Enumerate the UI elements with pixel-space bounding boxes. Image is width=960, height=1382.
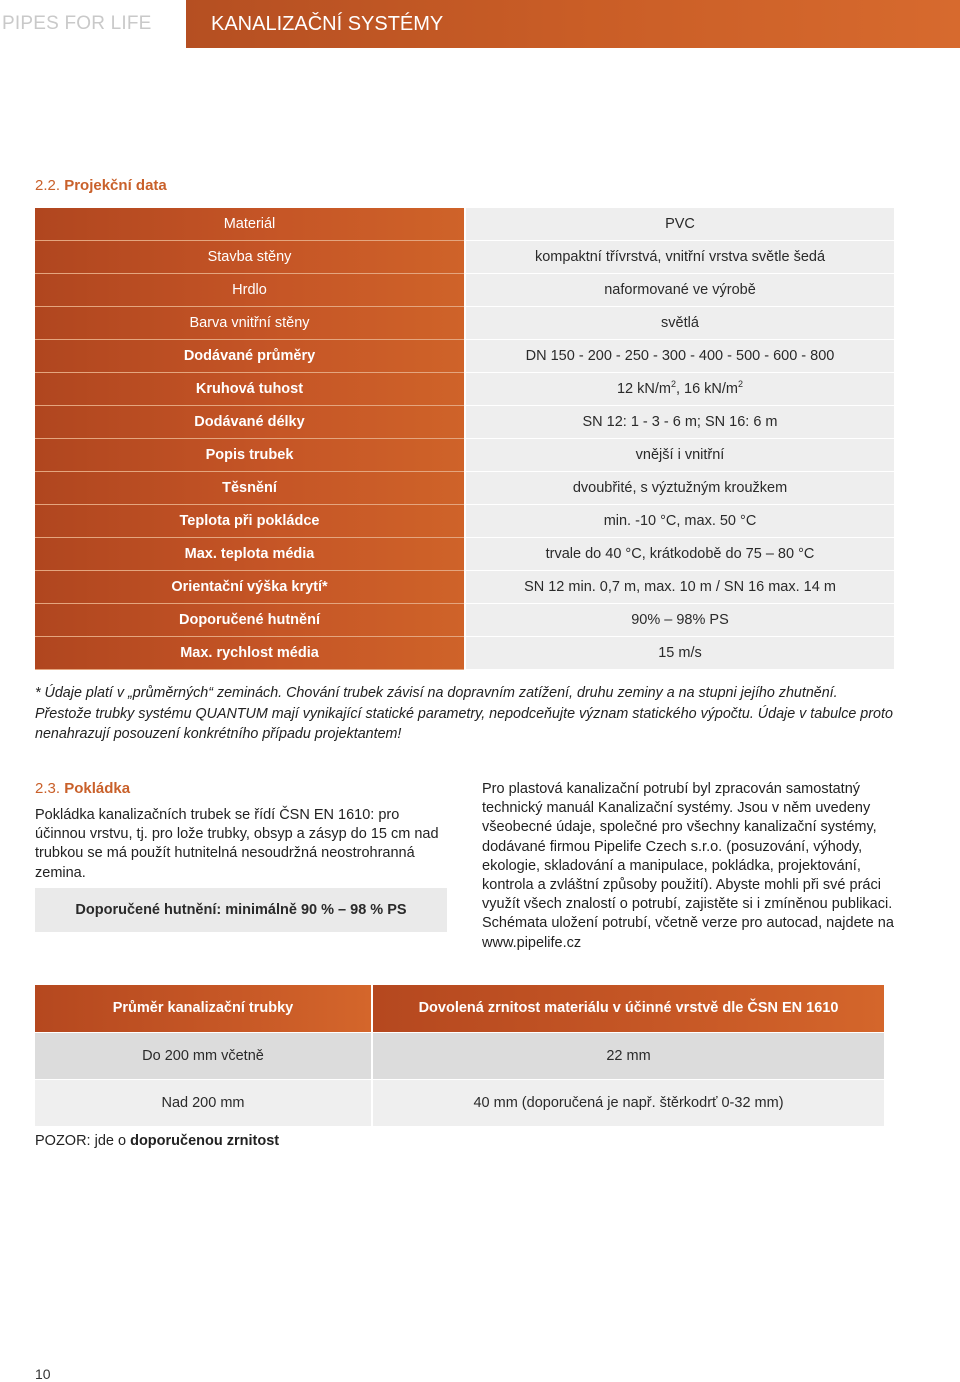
heading-number: 2.2.	[35, 177, 61, 194]
footnote: * Údaje platí v „průměrných“ zeminách. Chování trubek závisí na dopravním zatížení, druhu zeminy a na stupni jejího zhutnění. Přestože trubky systému QUANTUM mají vynikající statické parametry, nepodceňujte význam statického výpočtu. Údaje v tabulce proto nenahrazují posouzení konkrétního případu projektantem!	[35, 685, 893, 742]
spec-value: kompaktní třívrstvá, vnitřní vrstva světle šedá	[466, 241, 894, 274]
spec-label: Max. rychlost média	[35, 637, 464, 670]
table-row	[35, 1033, 884, 1079]
spec-label: Hrdlo	[35, 274, 464, 307]
spec-row	[35, 373, 894, 406]
table-row	[35, 1080, 884, 1126]
table-cell: 22 mm	[373, 1033, 884, 1079]
compaction-highlight: Doporučené hutnění: minimálně 90 % – 98 % PS	[35, 888, 447, 932]
section-title-bar: KANALIZAČNÍ SYSTÉMY	[186, 0, 960, 48]
caution-prefix: POZOR: jde o	[35, 1133, 131, 1149]
heading-title: Pokládka	[64, 780, 131, 797]
spec-label: Stavba stěny	[35, 241, 464, 274]
spec-label: Těsnění	[35, 472, 464, 505]
table-header-row	[35, 985, 884, 1032]
spec-label: Kruhová tuhost	[35, 373, 464, 406]
spec-row	[35, 340, 894, 373]
spec-value: naformované ve výrobě	[466, 274, 894, 307]
table-cell: Do 200 mm včetně	[35, 1033, 371, 1079]
spec-label: Dodávané průměry	[35, 340, 464, 373]
spec-value: SN 12: 1 - 3 - 6 m; SN 16: 6 m	[466, 406, 894, 439]
spec-label: Materiál	[35, 208, 464, 241]
spec-row	[35, 208, 894, 241]
spec-row	[35, 439, 894, 472]
table-cell: 40 mm (doporučená je např. štěrkodrť 0-32 mm)	[373, 1080, 884, 1126]
heading-number: 2.3.	[35, 780, 61, 797]
table-cell: Nad 200 mm	[35, 1080, 371, 1126]
spec-row	[35, 571, 894, 604]
spec-value: min. -10 °C, max. 50 °C	[466, 505, 894, 538]
spec-label: Barva vnitřní stěny	[35, 307, 464, 340]
heading-pokladka	[35, 780, 447, 797]
spec-row	[35, 505, 894, 538]
spec-value: trvale do 40 °C, krátkodobě do 75 – 80 °C	[466, 538, 894, 571]
spec-label: Max. teplota média	[35, 538, 464, 571]
spec-row	[35, 604, 894, 637]
caution-note	[35, 1133, 279, 1149]
page-number: 10	[35, 1366, 51, 1382]
spec-value: vnější i vnitřní	[466, 439, 894, 472]
spec-label: Teplota při pokládce	[35, 505, 464, 538]
spec-value: světlá	[466, 307, 894, 340]
spec-value: 15 m/s	[466, 637, 894, 670]
spec-row	[35, 241, 894, 274]
spec-label: Doporučené hutnění	[35, 604, 464, 637]
page-header	[0, 0, 960, 48]
spec-label: Orientační výška krytí*	[35, 571, 464, 604]
spec-row	[35, 538, 894, 571]
spec-row	[35, 406, 894, 439]
spec-row	[35, 274, 894, 307]
spec-value: SN 12 min. 0,7 m, max. 10 m / SN 16 max. 14 m	[466, 571, 894, 604]
spec-value: dvoubřité, s výztužným kroužkem	[466, 472, 894, 505]
column-header: Průměr kanalizační trubky	[35, 985, 371, 1032]
manual-text: Pro plastová kanalizační potrubí byl zpracován samostatný technický manuál Kanalizační systémy. Jsou v něm uvedeny všeobecné údaje, společné pro všechny kanalizační systémy, dodávané firmou Pipelife Czech s.r.o. (posuzování, výhody, ekologie, skladování a manipulace, pokládka, projektování, kontrola a zvláštní způsoby použití). Abyste mohli při své práci využít všech znalostí o potrubí, zajistěte si i zmíněnou publikaci. Schémata uložení potrubí, včetně verze pro autocad, najdete na www.pipelife.cz	[482, 781, 894, 951]
caution-emphasis: doporučenou zrnitost	[130, 1133, 280, 1149]
heading-title: Projekční data	[64, 177, 167, 194]
grain-table	[35, 985, 884, 1126]
spec-row	[35, 637, 894, 670]
spec-label: Popis trubek	[35, 439, 464, 472]
superscript: 2	[738, 379, 744, 390]
heading-projekcni-data	[35, 177, 167, 194]
spec-value	[466, 373, 894, 406]
value-part: 12 kN/m	[616, 381, 671, 397]
spec-table	[35, 208, 894, 670]
value-part: , 16 kN/m	[675, 381, 739, 397]
spec-value: 90% – 98% PS	[466, 604, 894, 637]
superscript: 2	[670, 379, 676, 390]
pokladka-text: Pokládka kanalizačních trubek se řídí ČSN EN 1610: pro účinnou vrstvu, tj. pro lože trubky, obsyp a zásyp do 15 cm nad trubkou se má použít hutnitelná nesoudržná neostrohranná zemina.	[35, 807, 439, 881]
left-column	[35, 780, 447, 883]
spec-value: DN 150 - 200 - 250 - 300 - 400 - 500 - 600 - 800	[466, 340, 894, 373]
brand-label: PIPES FOR LIFE	[0, 0, 188, 48]
spec-row	[35, 307, 894, 340]
right-column	[482, 780, 902, 953]
spec-row	[35, 472, 894, 505]
spec-label: Dodávané délky	[35, 406, 464, 439]
spec-value: PVC	[466, 208, 894, 241]
column-header: Dovolená zrnitost materiálu v účinné vrstvě dle ČSN EN 1610	[373, 985, 884, 1032]
